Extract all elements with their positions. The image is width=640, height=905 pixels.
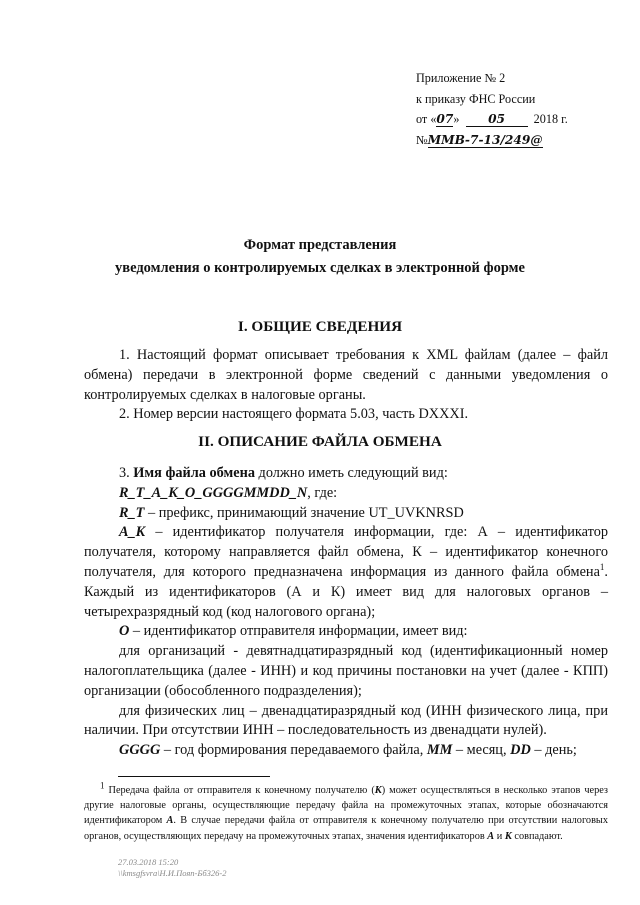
footnote-divider	[118, 776, 270, 777]
paragraph-3: 3. Имя файла обмена должно иметь следующий вид:	[119, 465, 448, 481]
section-2-body	[84, 464, 608, 761]
definition-rt: R_T – префикс, принимающий значение UT_UVKNRSD	[119, 504, 464, 521]
paragraph-2: 2. Номер версии настоящего формата 5.03, часть DXXXI.	[119, 406, 469, 423]
title-line-2: уведомления о контролируемых сделках в электронной форме	[115, 260, 525, 276]
definition-ak: A_K – идентификатор получателя информации, где: А – идентификатор получателя, которому направляется файл обмена, К – идентификатор конечного получателя, для которого предназначена информация из данного файла обмена$^1$. Каждый из идентификаторов (А и К) имеет вид для налоговых органов – четырехразрядный код (код налогового органа);	[84, 524, 608, 620]
stamp-timestamp: 27.03.2018 15:20	[118, 857, 179, 867]
definition-date: GGGG – год формирования передаваемого файла, MM – месяц, DD – день;	[119, 742, 577, 759]
print-stamp	[118, 857, 227, 879]
footnote: $^1$ Передача файла от отправителя к конечному получателю (К) может осуществляться в несколько этапов через другие налоговые органы, осуществляющие передачу файла на промежуточных этапах, которые обозначаются идентификатором А. В случае передачи файла от отправителя к конечному получателю при отсутствии налоговых органов, осуществляющих передачу на промежуточных этапах, значения идентификаторов А и К совпадают.	[84, 780, 608, 842]
handwritten-order-number: ММВ-7-13/249@	[427, 132, 543, 147]
document-title	[80, 234, 560, 280]
footnote-ref: 1	[599, 562, 605, 573]
definition-phys: для физических лиц – двенадцатиразрядный код (ИНН физического лица, при наличии. При отсутствии ИНН – последовательность из двенадцати нулей).	[84, 702, 608, 739]
handwritten-month: 05	[466, 113, 528, 127]
paragraph-1: 1. Настоящий формат описывает требования к XML файлам (далее – файл обмена) передачи в электронной форме сведений с данными уведомления о контролируемых сделках в налоговые органы.	[84, 347, 608, 403]
title-line-1: Формат представления	[243, 237, 397, 253]
appendix-line-1: Приложение № 2	[416, 71, 506, 85]
footnote-mark: 1	[100, 780, 105, 791]
stamp-path: \\kmsgfsvra\Н.И.Пояп-Бб326-2	[118, 868, 227, 878]
section-1-body	[84, 346, 608, 425]
appendix-number: №ММВ-7-13/249@	[416, 132, 543, 147]
section-2-heading: II. ОПИСАНИЕ ФАЙЛА ОБМЕНА	[198, 433, 442, 450]
appendix-line-2: к приказу ФНС России	[416, 91, 536, 106]
handwritten-day: 07	[436, 112, 454, 126]
appendix-date: от «07» 05 2018 г.	[416, 112, 568, 126]
file-name-pattern: R_T_A_K_O_GGGGMMDD_N, где:	[119, 484, 338, 501]
appendix-header	[416, 68, 626, 150]
section-1-heading: I. ОБЩИЕ СВЕДЕНИЯ	[237, 318, 403, 335]
definition-org: для организаций - девятнадцатиразрядный код (идентификационный номер налогоплательщика (далее - ИНН) и код причины постановки на учет (далее - КПП) организации (обособленного подразделения);	[84, 643, 608, 699]
definition-o: O – идентификатор отправителя информации, имеет вид:	[119, 623, 468, 640]
